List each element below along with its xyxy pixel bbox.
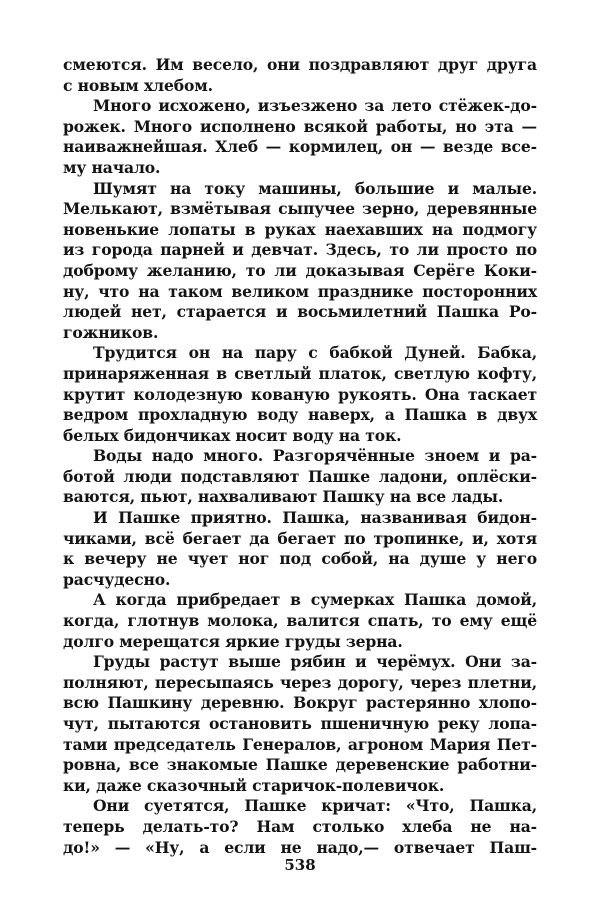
text-line: Они суетятся, Пашке кричат: «Что, Пашка, bbox=[93, 796, 537, 816]
text-line: Много исхожено, изъезжено за лето стёжек-до- bbox=[93, 96, 537, 116]
paragraph bbox=[63, 796, 537, 858]
text-line: долго мерещатся яркие груды зерна. bbox=[63, 631, 403, 651]
text-line: ботой люди подставляют Пашке ладони, оплёски- bbox=[63, 466, 537, 486]
text-line: принаряженная в светлый платок, светлую кофту, bbox=[63, 363, 537, 383]
text-line: гожников. bbox=[63, 322, 159, 342]
text-line: до!» — «Ну, а если не надо,— отвечает Паш- bbox=[63, 837, 537, 857]
text-line: теперь делать-то? Нам столько хлеба не на- bbox=[63, 816, 537, 836]
text-line: ведром прохладную воду наверх, а Пашка в двух bbox=[63, 405, 537, 425]
text-line: ваются, пьют, нахваливают Пашку на все лады. bbox=[63, 487, 504, 507]
paragraph bbox=[63, 55, 537, 96]
text-line: полняют, пересыпаясь через дорогу, через плетни, bbox=[63, 672, 537, 692]
text-line: наиважнейшая. Хлеб — кормилец, он — везде все- bbox=[63, 137, 537, 157]
text-line: новенькие лопаты в руках наехавших на подмогу bbox=[63, 219, 537, 239]
text-line: доброму желанию, то ли доказывая Серёге Коки- bbox=[63, 260, 537, 280]
text-line: ровна, все знакомые Пашке деревенские работни- bbox=[63, 755, 537, 775]
text-line: А когда прибредает в сумерках Пашка домой, bbox=[93, 590, 537, 610]
text-line: к вечеру не чует ног под собой, на душе у него bbox=[63, 549, 537, 569]
text-line: всю Пашкину деревню. Вокруг растерянно хлопо- bbox=[63, 693, 537, 713]
page-number: 538 bbox=[284, 856, 316, 874]
text-line: белых бидончиках носит воду на ток. bbox=[63, 425, 402, 445]
text-line: Груды растут выше рябин и черёмух. Они за- bbox=[93, 652, 537, 672]
text-line: Шумят на току машины, большие и малые. bbox=[93, 178, 537, 198]
text-line: людей нет, старается и восьмилетний Пашка Ро- bbox=[63, 302, 537, 322]
text-line: Воды надо много. Разгорячённые зноем и ра- bbox=[93, 446, 537, 466]
paragraph bbox=[63, 652, 537, 796]
text-line: чиками, всё бегает да бегает по тропинке, и, хотя bbox=[63, 528, 537, 548]
text-line: тами председатель Генералов, агроном Мария Пет- bbox=[63, 734, 537, 754]
text-line: Мелькают, взмётывая сыпучее зерно, деревянные bbox=[63, 199, 537, 219]
text-line: когда, глотнув молока, валится спать, то ему ещё bbox=[63, 611, 537, 631]
paragraph bbox=[63, 179, 537, 344]
text-line: с новым хлебом. bbox=[63, 75, 213, 95]
paragraph bbox=[63, 446, 537, 508]
text-line: ки, даже сказочный старичок-полевичок. bbox=[63, 775, 445, 795]
text-line: из города парней и девчат. Здесь, то ли просто по bbox=[63, 240, 537, 260]
text-line: рожек. Много исполнено всякой работы, но эта — bbox=[63, 116, 537, 136]
text-line: расчудесно. bbox=[63, 569, 171, 589]
text-line: ну, что на таком великом празднике посторонних bbox=[63, 281, 537, 301]
page-body bbox=[63, 55, 537, 858]
paragraph bbox=[63, 590, 537, 652]
text-line: крутит колодезную кованую рукоять. Она таскает bbox=[63, 384, 537, 404]
text-line: му начало. bbox=[63, 157, 161, 177]
text-line: И Пашке приятно. Пашка, названивая бидон- bbox=[93, 508, 537, 528]
text-line: Трудится он на пару с бабкой Дуней. Бабка, bbox=[93, 343, 537, 363]
paragraph bbox=[63, 508, 537, 590]
text-line: смеются. Им весело, они поздравляют друг друга bbox=[63, 55, 537, 74]
paragraph bbox=[63, 96, 537, 178]
paragraph bbox=[63, 343, 537, 446]
text-line: чут, пытаются остановить пшеничную реку лопа- bbox=[63, 714, 537, 733]
